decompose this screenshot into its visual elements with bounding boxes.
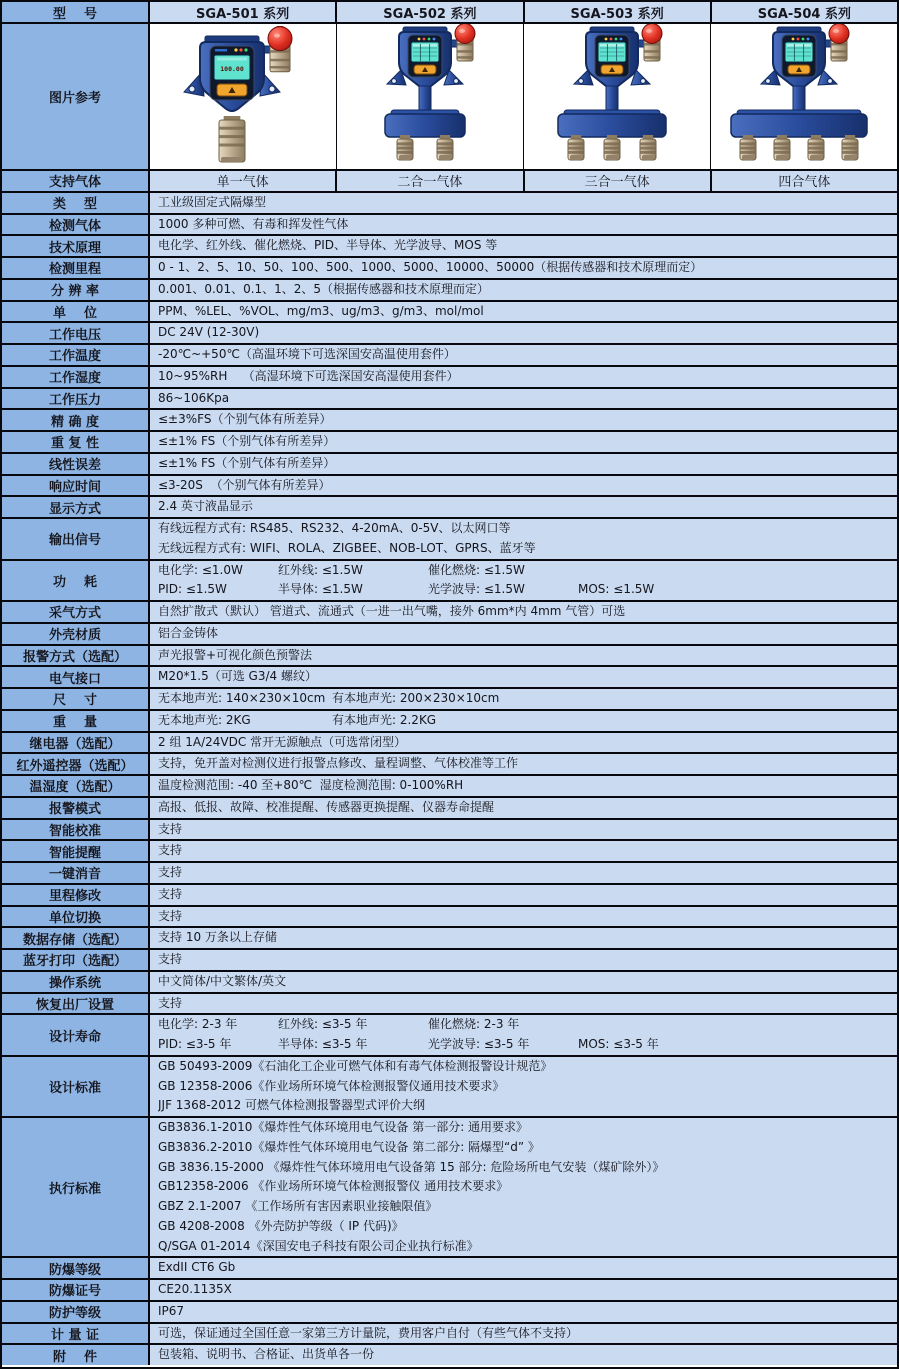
spec-row <box>2 646 897 668</box>
spec-row <box>2 215 897 237</box>
spec-label: 数据存储（选配） <box>2 928 150 948</box>
spec-row <box>2 561 897 603</box>
spec-value-text: 中文简体/中文繁体/英文 <box>158 973 287 988</box>
spec-row <box>2 624 897 646</box>
spec-label: 技术原理 <box>2 236 150 256</box>
spec-value-text: 支持 <box>158 908 183 923</box>
spec-row <box>2 1057 897 1118</box>
spec-value <box>150 519 897 559</box>
spec-row <box>2 302 897 324</box>
spec-value <box>150 345 897 365</box>
spec-value <box>150 1118 897 1256</box>
gas-count-cell: 单一气体 <box>150 171 337 191</box>
spec-label: 线性误差 <box>2 454 150 474</box>
spec-value-text: -20℃~+50℃（高温环境下可选深国安高温使用套件） <box>158 347 456 361</box>
spec-value <box>150 1015 897 1055</box>
spec-value <box>150 193 897 213</box>
spec-label: 恢复出厂设置 <box>2 994 150 1014</box>
spec-value <box>150 928 897 948</box>
spec-row <box>2 885 897 907</box>
spec-label: 检测里程 <box>2 258 150 278</box>
spec-value-text: 86~106Kpa <box>158 390 230 405</box>
spec-row <box>2 1324 897 1346</box>
spec-value <box>150 624 897 644</box>
spec-value-line <box>158 561 897 581</box>
spec-row <box>2 193 897 215</box>
spec-value-text: ≤±3%FS（个别气体有所差异） <box>158 412 332 427</box>
spec-value-text: 自然扩散式（默认） 管道式、流通式（一进一出气嘴，接外 6mm*内 4mm 气管）可选 <box>158 604 626 618</box>
spec-value-segment: 红外线: ≤3-5 年 <box>278 1017 368 1032</box>
spec-value-text: IP67 <box>158 1303 185 1318</box>
spec-value <box>150 258 897 278</box>
spec-value <box>150 798 897 818</box>
svg-text:100.00: 100.00 <box>220 65 244 73</box>
spec-value <box>150 1057 897 1116</box>
spec-value-text: 0 - 1、2、5、10、50、100、500、1000、5000、10000、50000（根据传感器和技术原理而定） <box>158 260 703 274</box>
spec-value <box>150 323 897 343</box>
spec-row <box>2 323 897 345</box>
gas-detector-illustration-sga-504 <box>711 24 897 169</box>
spec-label: 防爆等级 <box>2 1258 150 1278</box>
model-header-cell-sga-502: SGA-502 系列 <box>337 2 524 22</box>
spec-row <box>2 972 897 994</box>
spec-label: 里程修改 <box>2 885 150 905</box>
spec-row <box>2 733 897 755</box>
spec-row <box>2 776 897 798</box>
spec-row <box>2 432 897 454</box>
spec-row <box>2 236 897 258</box>
spec-value-segment: 半导体: ≤3-5 年 <box>278 1037 368 1051</box>
spec-value <box>150 1302 897 1322</box>
spec-value-text: ExdII CT6 Gb <box>158 1260 236 1275</box>
spec-value <box>150 733 897 753</box>
spec-row <box>2 1118 897 1258</box>
spec-row <box>2 667 897 689</box>
spec-value <box>150 432 897 452</box>
spec-value-text: 包装箱、说明书、合格证、出货单各一份 <box>158 1347 375 1362</box>
spec-value-text: 支持 <box>158 886 183 901</box>
spec-value <box>150 667 897 687</box>
spec-value-segment: MOS: ≤3-5 年 <box>578 1037 659 1051</box>
spec-row <box>2 798 897 820</box>
spec-label: 设计标准 <box>2 1057 150 1116</box>
spec-row <box>2 928 897 950</box>
spec-value-text: 声光报警+可视化颜色预警法 <box>158 647 313 662</box>
spec-value-text: 支持 <box>158 952 183 966</box>
spec-label: 检测气体 <box>2 215 150 235</box>
spec-row <box>2 519 897 561</box>
spec-value <box>150 280 897 300</box>
spec-row <box>2 497 897 519</box>
gas-detector-illustration-sga-501 <box>150 24 336 169</box>
spec-row <box>2 280 897 302</box>
spec-value-text: 工业级固定式隔爆型 <box>158 194 267 209</box>
spec-value-text: 支持 <box>158 865 183 879</box>
spec-label: 分 辨 率 <box>2 280 150 300</box>
spec-label: 功 耗 <box>2 561 150 601</box>
gas-count-cell: 二合一气体 <box>337 171 524 191</box>
spec-value-line: GB12358-2006 《作业场所环境气体检测报警仪 通用技术要求》 <box>158 1179 509 1194</box>
spec-row <box>2 863 897 885</box>
spec-value <box>150 689 897 709</box>
spec-value-segment: 催化燃烧: ≤1.5W <box>428 562 525 577</box>
spec-value-segment: 有本地声光: 2.2KG <box>332 712 437 727</box>
spec-value-text: ≤±1% FS（个别气体有所差异） <box>158 434 336 448</box>
spec-row <box>2 754 897 776</box>
spec-label: 智能提醒 <box>2 841 150 861</box>
product-image-sga-501 <box>150 24 337 169</box>
product-image-sga-504 <box>711 24 897 169</box>
spec-label: 红外遥控器（选配） <box>2 754 150 774</box>
gas-row-label: 支持气体 <box>2 171 150 191</box>
spec-value-text: 温度检测范围: -40 至+80℃ 湿度检测范围: 0-100%RH <box>158 778 464 792</box>
spec-value-segment: 有本地声光: 200×230×10cm <box>332 691 500 705</box>
spec-label: 智能校准 <box>2 820 150 840</box>
spec-value-text: DC 24V (12-30V) <box>158 325 260 340</box>
spec-label: 外壳材质 <box>2 624 150 644</box>
spec-value-line: GB 12358-2006《作业场所环境气体检测报警仪通用技术要求》 <box>158 1078 505 1093</box>
spec-value <box>150 646 897 666</box>
spec-value-line: 无线远程方式有: WIFI、ROLA、ZIGBEE、NOB-LOT、GPRS、蓝牙等 <box>158 540 536 555</box>
spec-row <box>2 602 897 624</box>
spec-row <box>2 410 897 432</box>
spec-row <box>2 841 897 863</box>
spec-label: 类 型 <box>2 193 150 213</box>
spec-value <box>150 367 897 387</box>
spec-value-line: JJF 1368-2012 可燃气体检测报警器型式评价大纲 <box>158 1098 426 1113</box>
spec-label: 显示方式 <box>2 497 150 517</box>
spec-label: 蓝牙打印（选配） <box>2 950 150 970</box>
spec-value-segment: PID: ≤3-5 年 <box>158 1037 232 1051</box>
gas-detector-illustration-sga-502 <box>337 24 523 169</box>
spec-value <box>150 302 897 322</box>
spec-value <box>150 711 897 731</box>
spec-value-line <box>158 580 897 600</box>
spec-value-text: 支持，免开盖对检测仪进行报警点修改、量程调整、气体校准等工作 <box>158 756 519 771</box>
spec-row <box>2 258 897 280</box>
spec-row <box>2 1280 897 1302</box>
spec-row <box>2 1345 897 1365</box>
spec-value-text: 可选，保证通过全国任意一家第三方计量院，费用客户自付（有些气体不支持） <box>158 1325 579 1340</box>
image-row-label: 图片参考 <box>2 24 150 169</box>
spec-value-line: GBZ 2.1-2007 《工作场所有害因素职业接触限值》 <box>158 1199 438 1213</box>
spec-value <box>150 454 897 474</box>
spec-label: 一键消音 <box>2 863 150 883</box>
spec-label: 响应时间 <box>2 476 150 496</box>
spec-value-text: 支持 10 万条以上存储 <box>158 930 277 945</box>
spec-label: 继电器（选配） <box>2 733 150 753</box>
gas-count-cell: 四合气体 <box>712 171 897 191</box>
spec-label: 精 确 度 <box>2 410 150 430</box>
spec-label: 防爆证号 <box>2 1280 150 1300</box>
spec-value-text: 支持 <box>158 995 183 1010</box>
spec-label: 执行标准 <box>2 1118 150 1256</box>
spec-value-segment: 红外线: ≤1.5W <box>278 562 363 577</box>
spec-label: 设计寿命 <box>2 1015 150 1055</box>
spec-value-segment: 电化学: 2-3 年 <box>158 1017 238 1032</box>
spec-row <box>2 820 897 842</box>
spec-row <box>2 689 897 711</box>
spec-label: 电气接口 <box>2 667 150 687</box>
spec-value-segment: 催化燃烧: 2-3 年 <box>428 1017 520 1032</box>
spec-row <box>2 1015 897 1057</box>
spec-value-text: CE20.1135X <box>158 1282 232 1296</box>
spec-label: 附 件 <box>2 1345 150 1365</box>
spec-value <box>150 389 897 409</box>
supported-gas-row <box>2 171 897 193</box>
spec-value <box>150 841 897 861</box>
spec-row <box>2 389 897 411</box>
spec-value <box>150 885 897 905</box>
spec-value-segment: PID: ≤1.5W <box>158 582 227 597</box>
spec-value-text: PPM、%LEL、%VOL、mg/m3、ug/m3、g/m3、mol/mol <box>158 303 484 318</box>
spec-label: 单 位 <box>2 302 150 322</box>
spec-value-line: Q/SGA 01-2014《深国安电子科技有限公司企业执行标准》 <box>158 1238 479 1253</box>
spec-value <box>150 410 897 430</box>
spec-row <box>2 907 897 929</box>
spec-value <box>150 561 897 601</box>
spec-label: 工作湿度 <box>2 367 150 387</box>
spec-value-text: 高报、低报、故障、校准提醒、传感器更换提醒、仪器寿命提醒 <box>158 799 495 814</box>
spec-value <box>150 820 897 840</box>
model-header-cell-sga-504: SGA-504 系列 <box>712 2 897 22</box>
image-reference-row <box>2 24 897 171</box>
spec-value-text: 1000 多种可燃、有毒和挥发性气体 <box>158 216 349 231</box>
spec-value <box>150 602 897 622</box>
spec-value-segment: MOS: ≤1.5W <box>578 582 655 597</box>
spec-label: 计 量 证 <box>2 1324 150 1344</box>
spec-label: 温湿度（选配） <box>2 776 150 796</box>
spec-row <box>2 994 897 1016</box>
model-header-row <box>2 2 897 24</box>
spec-row <box>2 1302 897 1324</box>
gas-count-cell: 三合一气体 <box>525 171 712 191</box>
spec-label: 尺 寸 <box>2 689 150 709</box>
spec-row <box>2 454 897 476</box>
spec-value <box>150 950 897 970</box>
spec-value <box>150 1324 897 1344</box>
spec-value-segment: 光学波导: ≤3-5 年 <box>428 1037 530 1051</box>
product-image-sga-502 <box>337 24 524 169</box>
spec-value <box>150 776 897 796</box>
spec-label: 重 量 <box>2 711 150 731</box>
spec-value-text: ≤3-20S （个别气体有所差异） <box>158 477 331 492</box>
spec-value-line <box>158 1035 897 1055</box>
spec-value <box>150 1280 897 1300</box>
spec-value-line: GB 3836.15-2000 《爆炸性气体环境用电气设备第 15 部分: 危险场所电气安装（煤矿除外）》 <box>158 1159 665 1174</box>
spec-label: 报警模式 <box>2 798 150 818</box>
spec-value-text: 支持 <box>158 821 183 836</box>
spec-row <box>2 950 897 972</box>
spec-value <box>150 907 897 927</box>
spec-label: 单位切换 <box>2 907 150 927</box>
spec-label: 操作系统 <box>2 972 150 992</box>
spec-value-text: 电化学、红外线、催化燃烧、PID、半导体、光学波导、MOS 等 <box>158 238 498 253</box>
spec-value-text: ≤±1% FS（个别气体有所差异） <box>158 455 336 470</box>
spec-value <box>150 754 897 774</box>
spec-value <box>150 497 897 517</box>
spec-label: 工作电压 <box>2 323 150 343</box>
spec-row <box>2 1258 897 1280</box>
spec-value-line: GB3836.1-2010《爆炸性气体环境用电气设备 第一部分: 通用要求》 <box>158 1120 529 1134</box>
spec-value <box>150 1345 897 1365</box>
spec-value-line <box>158 1015 897 1035</box>
spec-value-segment: 无本地声光: 2KG <box>158 712 251 727</box>
spec-value-line: GB3836.2-2010《爆炸性气体环境用电气设备 第二部分: 隔爆型“d” 》 <box>158 1139 540 1154</box>
spec-row <box>2 711 897 733</box>
spec-label: 工作温度 <box>2 345 150 365</box>
spec-value-text: 10~95%RH （高湿环境下可选深国安高湿使用套件） <box>158 368 459 383</box>
model-header-cell-sga-501: SGA-501 系列 <box>150 2 337 22</box>
spec-value-text: M20*1.5（可选 G3/4 螺纹） <box>158 669 317 684</box>
spec-label: 重 复 性 <box>2 432 150 452</box>
spec-label: 工作压力 <box>2 389 150 409</box>
spec-value-text: 2.4 英寸液晶显示 <box>158 499 253 514</box>
spec-value-line <box>158 689 897 709</box>
spec-value-text: 支持 <box>158 843 183 858</box>
spec-row <box>2 367 897 389</box>
spec-row <box>2 345 897 367</box>
spec-value-text: 铝合金铸体 <box>158 625 219 640</box>
spec-value-line: GB 50493-2009《石油化工企业可燃气体和有毒气体检测报警设计规范》 <box>158 1058 553 1073</box>
model-header-cell-sga-503: SGA-503 系列 <box>525 2 712 22</box>
spec-label: 防护等级 <box>2 1302 150 1322</box>
spec-value-segment: 无本地声光: 140×230×10cm <box>158 691 326 705</box>
spec-label: 报警方式（选配） <box>2 646 150 666</box>
spec-value-line <box>158 711 897 731</box>
spec-value <box>150 1258 897 1278</box>
model-header-label: 型 号 <box>2 2 150 22</box>
spec-value-segment: 半导体: ≤1.5W <box>278 582 363 597</box>
spec-value <box>150 476 897 496</box>
spec-value-line: GB 4208-2008 《外壳防护等级（ IP 代码)》 <box>158 1218 404 1233</box>
spec-value <box>150 972 897 992</box>
spec-label: 采气方式 <box>2 602 150 622</box>
spec-value-text: 0.001、0.01、0.1、1、2、5（根据传感器和技术原理而定） <box>158 281 490 296</box>
spec-value-line: 有线远程方式有: RS485、RS232、4-20mA、0-5V、以太网口等 <box>158 521 511 535</box>
spec-value-segment: 光学波导: ≤1.5W <box>428 582 525 597</box>
product-image-sga-503 <box>524 24 711 169</box>
spec-value-text: 2 组 1A/24VDC 常开无源触点（可选常闭型） <box>158 734 407 749</box>
spec-value <box>150 236 897 256</box>
spec-value <box>150 215 897 235</box>
spec-value <box>150 994 897 1014</box>
gas-detector-illustration-sga-503 <box>524 24 710 169</box>
spec-row <box>2 476 897 498</box>
spec-value <box>150 863 897 883</box>
spec-value-segment: 电化学: ≤1.0W <box>158 562 243 577</box>
spec-label: 输出信号 <box>2 519 150 559</box>
